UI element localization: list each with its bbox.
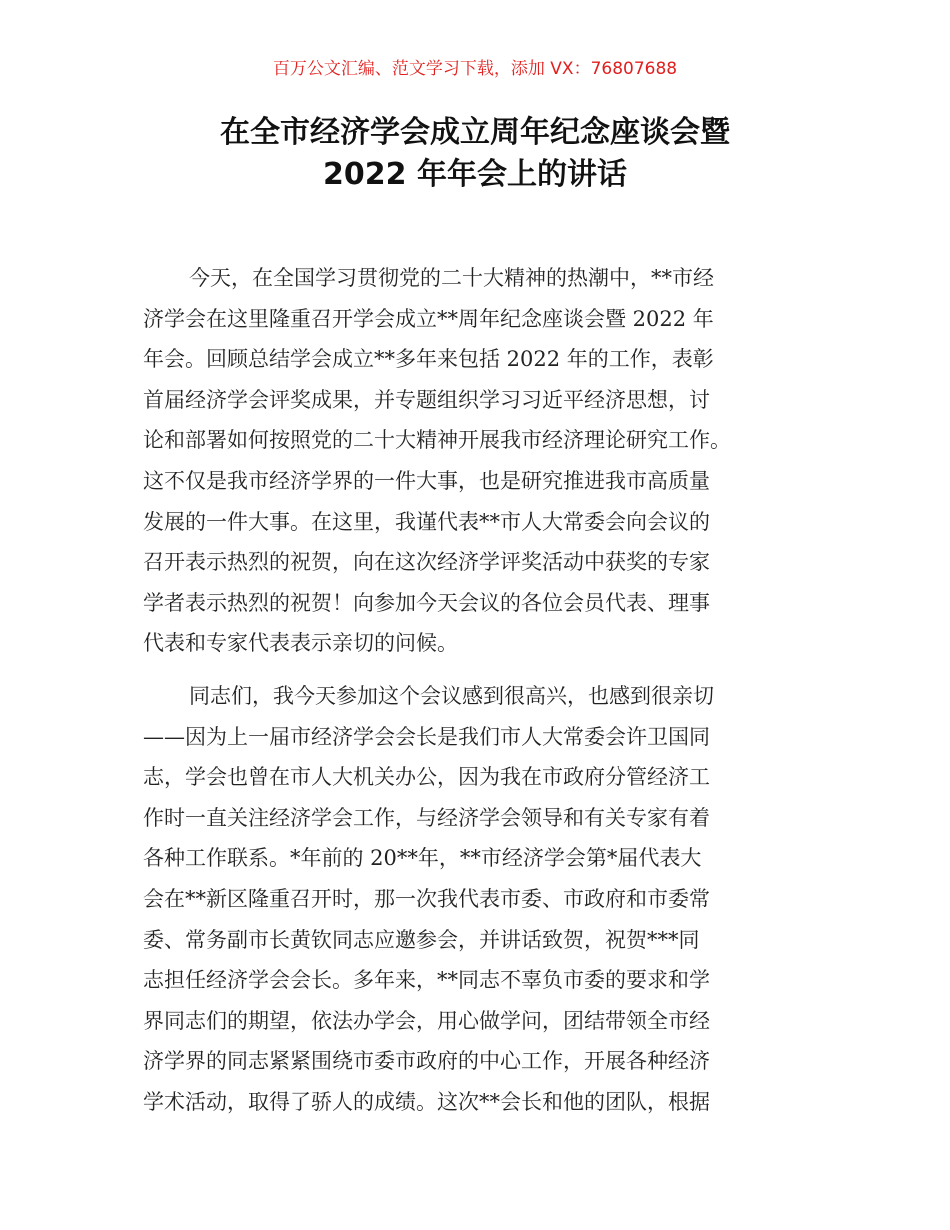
document-body [143, 258, 813, 1122]
paragraph [143, 676, 813, 1123]
paragraph-line: 学术活动，取得了骄人的成绩。这次**会长和他的团队，根据 [143, 1089, 710, 1114]
paragraph-line: 这不仅是我市经济学界的一件大事，也是研究推进我市高质量 [143, 468, 710, 493]
paragraph-line: 年会。回顾总结学会成立**多年来包括 2022 年的工作，表彰 [143, 347, 714, 372]
paragraph-gap [143, 664, 813, 676]
paragraph-line: 首届经济学会评奖成果，并专题组织学习习近平经济思想，讨 [143, 387, 710, 412]
title-line: 在全市经济学会成立周年纪念座谈会暨 [220, 115, 730, 150]
paragraph-line: 召开表示热烈的祝贺，向在这次经济学评奖活动中获奖的专家 [143, 550, 710, 575]
paragraph [143, 258, 813, 664]
paragraph-line: 委、常务副市长黄钦同志应邀参会，并讲话致贺，祝贺***同 [143, 927, 700, 952]
paragraph-line: 济学会在这里隆重召开学会成立**周年纪念座谈会暨 2022 年 [143, 306, 714, 331]
paragraph-line: 作时一直关注经济学会工作，与经济学会领导和有关专家有着 [143, 805, 710, 830]
paragraph-line: 界同志们的期望，依法办学会，用心做学问，团结带领全市经 [143, 1008, 710, 1033]
paragraph-line: 各种工作联系。*年前的 20**年，**市经济学会第*届代表大 [143, 846, 702, 871]
paragraph-line: 代表和专家代表表示亲切的问候。 [143, 631, 458, 656]
paragraph-line: 论和部署如何按照党的二十大精神开展我市经济理论研究工作。 [143, 428, 731, 453]
paragraph-line: 今天，在全国学习贯彻党的二十大精神的热潮中，**市经 [189, 266, 714, 290]
paragraph-line: 发展的一件大事。在这里，我谨代表**市人大常委会向会议的 [143, 509, 710, 534]
paragraph-line: 济学界的同志紧紧围绕市委市政府的中心工作，开展各种经济 [143, 1049, 710, 1074]
paragraph-line: ——因为上一届市经济学会会长是我们市人大常委会许卫国同 [143, 724, 710, 749]
paragraph-line: 学者表示热烈的祝贺！向参加今天会议的各位会员代表、理事 [143, 590, 710, 615]
watermark-header: 百万公文汇编、范文学习下载，添加 VX：76807688 [272, 59, 678, 79]
paragraph-line: 会在**新区隆重召开时，那一次我代表市委、市政府和市委常 [143, 886, 710, 911]
document-title [100, 112, 850, 196]
paragraph-line: 志担任经济学会会长。多年来，**同志不辜负市委的要求和学 [143, 968, 710, 993]
title-line: 2022 年年会上的讲话 [323, 157, 627, 192]
paragraph-line: 志，学会也曾在市人大机关办公，因为我在市政府分管经济工 [143, 765, 710, 790]
paragraph-line: 同志们，我今天参加这个会议感到很高兴，也感到很亲切 [189, 683, 714, 708]
